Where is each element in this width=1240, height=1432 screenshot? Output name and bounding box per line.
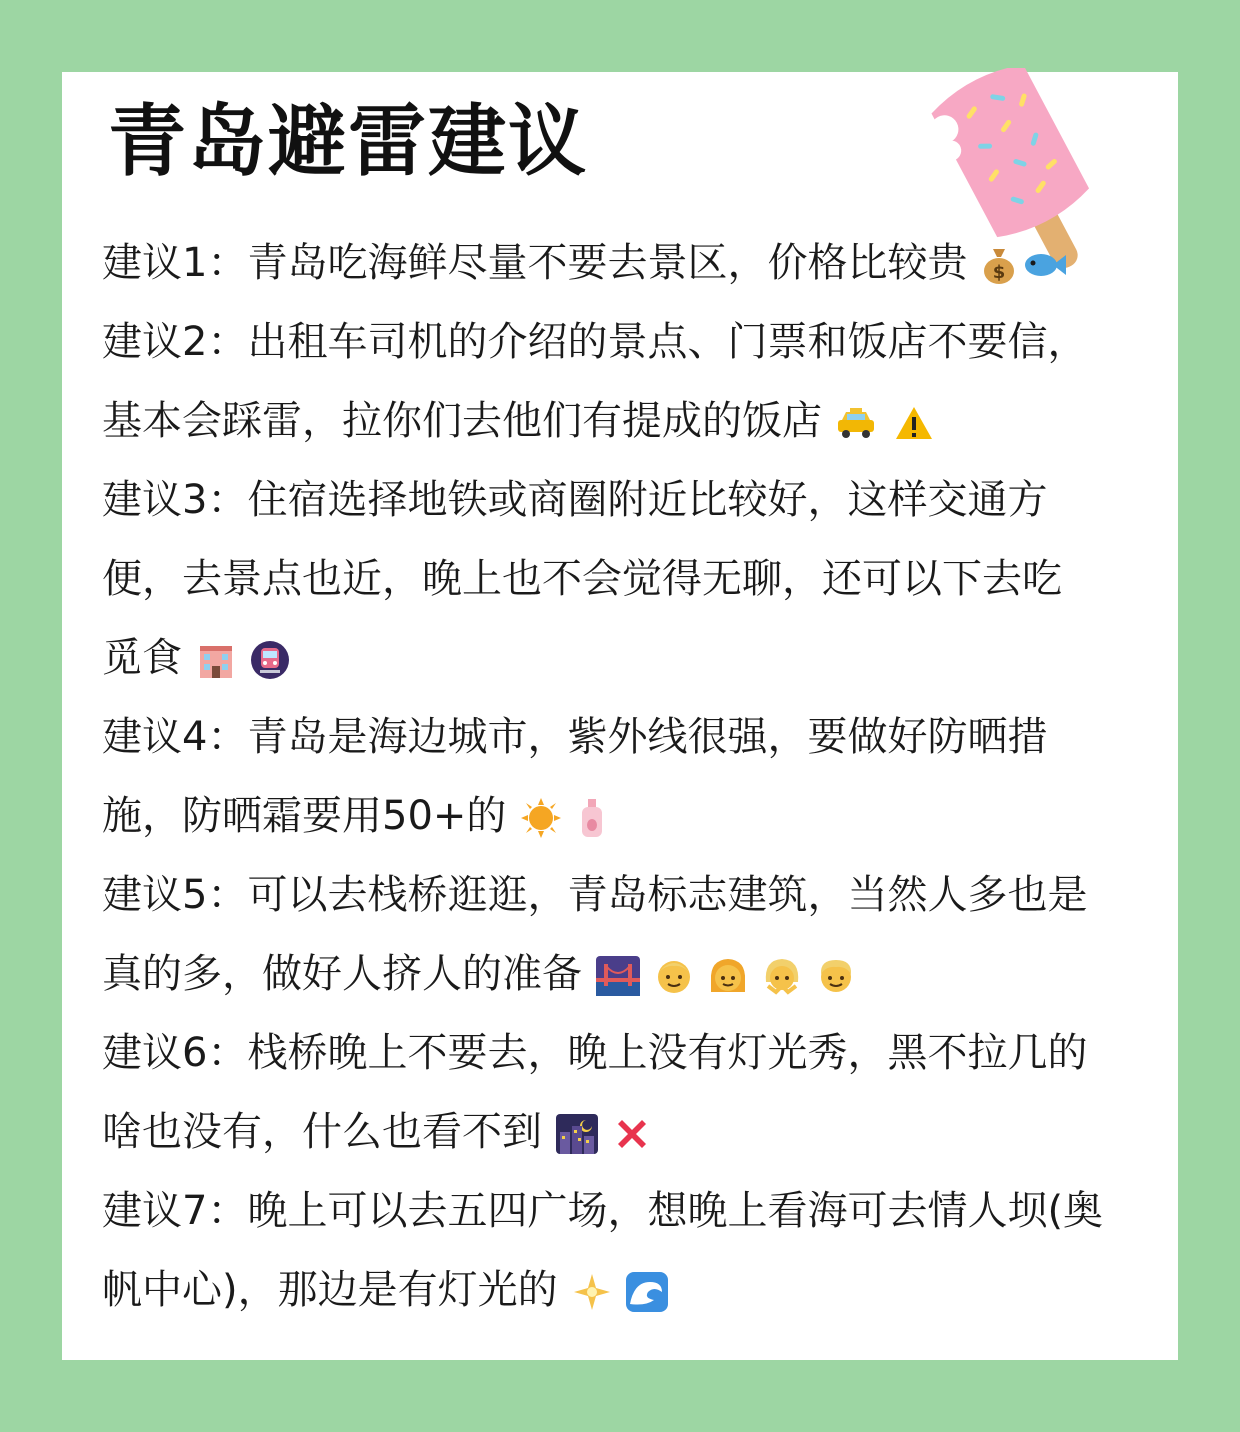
tip-7-line-2: 帆中心)，那边是有灯光的	[102, 1251, 1158, 1330]
person-icon	[708, 956, 748, 996]
svg-text:$: $	[993, 262, 1006, 283]
tip-4-line-1: 建议4：青岛是海边城市，紫外线很强，要做好防晒措	[102, 714, 1048, 760]
person-icon	[762, 956, 802, 996]
lotion-bottle-icon	[576, 797, 608, 839]
person-icon	[654, 956, 694, 996]
fish-icon	[1023, 247, 1067, 283]
content-card	[62, 72, 1178, 1360]
metro-icon	[250, 640, 290, 680]
taxi-icon	[836, 406, 876, 440]
tip-6-line-2: 啥也没有，什么也看不到	[102, 1093, 1158, 1172]
tips-list	[102, 224, 1158, 1330]
tip-3-line-3: 觅食	[102, 619, 1158, 698]
bridge-at-night-icon	[596, 956, 640, 996]
tip-4-line-2: 施，防晒霜要用50+的	[102, 777, 1158, 856]
cross-mark-icon	[612, 1114, 652, 1154]
sparkle-icon	[572, 1272, 612, 1312]
wave-icon	[626, 1272, 668, 1312]
person-icon	[816, 956, 856, 996]
tip-5-line-2: 真的多，做好人挤人的准备	[102, 935, 1158, 1014]
warning-icon	[894, 405, 934, 441]
sun-icon	[520, 797, 562, 839]
tip-3-line-2: 便，去景点也近，晚上也不会觉得无聊，还可以下去吃	[102, 556, 1062, 602]
tip-3-line-1: 建议3：住宿选择地铁或商圈附近比较好，这样交通方	[102, 477, 1048, 523]
tip-2-line-2: 基本会踩雷，拉你们去他们有提成的饭店	[102, 382, 1158, 461]
tip-5-line-1: 建议5：可以去栈桥逛逛，青岛标志建筑，当然人多也是	[102, 872, 1088, 918]
hotel-icon	[196, 640, 236, 680]
night-city-icon	[556, 1114, 598, 1154]
money-bag-icon	[981, 245, 1017, 285]
tip-2-line-1: 建议2：出租车司机的介绍的景点、门票和饭店不要信，	[102, 319, 1088, 365]
tip-6-line-1: 建议6：栈桥晚上不要去，晚上没有灯光秀，黑不拉几的	[102, 1030, 1088, 1076]
page-title: 青岛避雷建议	[108, 97, 589, 187]
tip-1-line-1: 建议1：青岛吃海鲜尽量不要去景区，价格比较贵 $	[102, 224, 1158, 303]
tip-7-line-1: 建议7：晚上可以去五四广场，想晚上看海可去情人坝(奥	[102, 1188, 1104, 1234]
